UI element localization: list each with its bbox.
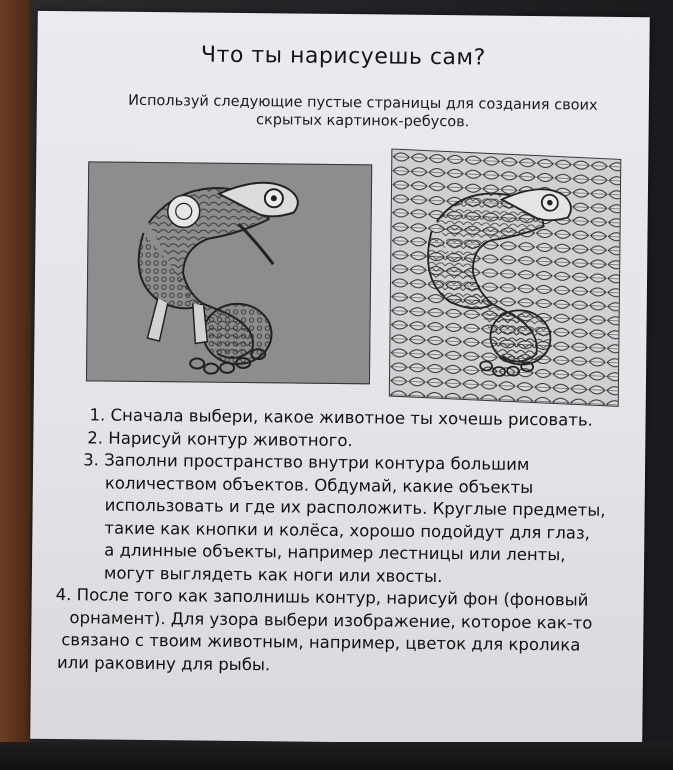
instruction-number: 2. bbox=[87, 427, 104, 448]
instruction-line: могут выглядеть как ноги или хвосты. bbox=[103, 563, 443, 586]
chameleon-outline-drawing-icon bbox=[87, 162, 371, 383]
instruction-item-3 bbox=[42, 449, 643, 590]
book-bottom-edge bbox=[0, 742, 673, 770]
instruction-line: количеством объектов. Обдумай, какие объекты bbox=[104, 473, 534, 497]
instruction-number: 3. bbox=[83, 450, 99, 470]
book-page bbox=[30, 11, 650, 745]
subtitle-line-2: скрытых картинок-ребусов. bbox=[256, 112, 470, 131]
instruction-line: или раковину для рыбы. bbox=[56, 652, 271, 674]
instructions-list bbox=[41, 404, 644, 680]
instruction-line: такие как кнопки и колёса, хорошо подойдут для глаз, bbox=[104, 518, 591, 543]
instruction-line: использовать и где их расположить. Круглые предметы, bbox=[104, 495, 606, 520]
instruction-line: орнамент). Для узора выбери изображение, которое как-то bbox=[69, 607, 593, 633]
instruction-number: 1. bbox=[89, 405, 106, 425]
instruction-number: 4. bbox=[55, 585, 72, 605]
instruction-line: а длинные объекты, например лестницы или ленты, bbox=[104, 540, 566, 565]
instruction-item-4 bbox=[41, 584, 642, 680]
instruction-line: Сначала выбери, какое животное ты хочешь рисовать. bbox=[110, 405, 593, 430]
subtitle-line-1: Используй следующие пустые страницы для создания своих bbox=[128, 92, 598, 114]
table-edge bbox=[0, 0, 30, 770]
chameleon-figure-right bbox=[389, 149, 622, 407]
instruction-line: Нарисуй контур животного. bbox=[108, 428, 353, 450]
instruction-line: После того как заполнишь контур, нарисуй фон (фоновый bbox=[76, 585, 589, 610]
page-subtitle bbox=[77, 91, 649, 133]
instruction-line: Заполни пространство внутри контура большим bbox=[104, 450, 530, 474]
chameleon-hidden-pattern-drawing-icon bbox=[390, 150, 620, 406]
instruction-line: связано с твоим животным, например, цветок для кролика bbox=[61, 630, 581, 655]
chameleon-figure-left bbox=[86, 161, 372, 384]
page-title: Что ты нарисуешь сам? bbox=[200, 42, 486, 71]
